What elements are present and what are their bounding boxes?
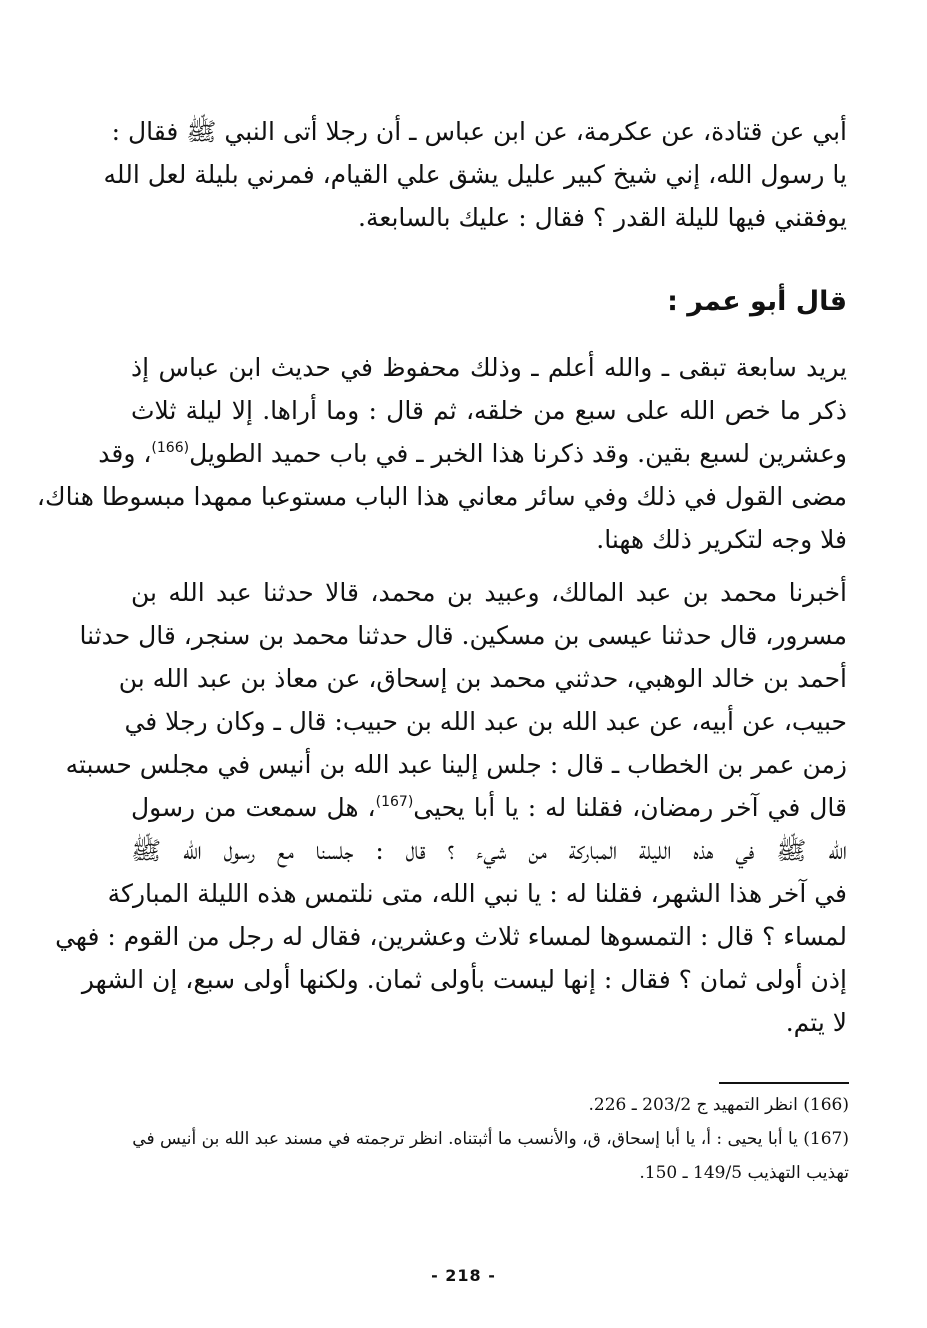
line-text: قال في آخر رمضان، فقلنا له : يا أبا يحيى	[413, 793, 847, 822]
paragraph-3	[55, 571, 847, 1044]
line-text: ، هل سمعت من رسول	[131, 793, 376, 822]
footnote-167-continuation: تهذيب التهذيب 149/5 ـ 150.	[639, 1163, 849, 1183]
paragraph-line: فلا وجه لتكرير ذلك ههنا.	[596, 525, 847, 554]
footnotes	[129, 1088, 849, 1190]
paragraph-2	[36, 346, 847, 561]
paragraph-line: مضى القول في ذلك وفي سائر معاني هذا الباب مستوعبا ممهدا مبسوطا هناك،	[36, 482, 847, 511]
paragraph-line: أخبرنا محمد بن عبد المالك، وعبيد بن محمد، قالا حدثنا عبد الله بن	[131, 578, 847, 607]
paragraph-line: حبيب، عن أبيه، عن عبد الله بن عبد الله بن حبيب: قال ـ وكان رجلا في	[124, 707, 847, 736]
line-text: ، وقد	[98, 439, 152, 468]
paragraph-line: لمساء ؟ قال : التمسوها لمساء ثلاث وعشرين، فقال له رجل من القوم : فهي	[55, 922, 847, 951]
paragraph-line: إذن أولى ثمان ؟ فقال : إنها ليست بأولى ثمان. ولكنها أولى سبع، إن الشهر	[81, 965, 847, 994]
section-heading: قال أبو عمر :	[667, 286, 847, 317]
paragraph-line: زمن عمر بن الخطاب ـ قال : جلس إلينا عبد الله بن أنيس في مجلس حسبته	[65, 750, 847, 779]
paragraph-line: يا رسول الله، إني شيخ كبير عليل يشق علي القيام، فمرني بليلة لعل الله	[103, 160, 847, 189]
footnote-divider	[719, 1082, 849, 1084]
paragraph-line: الله ﷺ في هذه الليلة المباركة من شيء ؟ قال : جلسنا مع رسول الله ﷺ	[131, 836, 847, 865]
paragraph-line: لا يتم.	[785, 1008, 847, 1037]
paragraph-line	[98, 432, 847, 475]
paragraph-line: أحمد بن خالد الوهبي، حدثني محمد بن إسحاق، عن معاذ بن عبد الله بن	[118, 664, 847, 693]
paragraph-line: أبي عن قتادة، عن عكرمة، عن ابن عباس ـ أن رجلا أتى النبي ﷺ فقال :	[111, 117, 847, 146]
paragraph-line: مسرور، قال حدثنا عيسى بن مسكين. قال حدثنا محمد بن سنجر، قال حدثنا	[79, 621, 847, 650]
footnote-167: (167) يا أبا يحيى : أ، يا أبا إسحاق، ق، والأنسب ما أثبتناه. انظر ترجمته في مسند عبد الله بن أنيس في	[132, 1129, 849, 1149]
paragraph-1	[103, 110, 847, 239]
footnote-reference-166[interactable]: (166)	[151, 440, 190, 456]
paragraph-line: ذكر ما خص الله على سبع من خلقه، ثم قال : وما أراها. إلا ليلة ثلاث	[131, 396, 847, 425]
paragraph-line	[131, 786, 847, 829]
paragraph-line: في آخر هذا الشهر، فقلنا له : يا نبي الله، متى نلتمس هذه الليلة المباركة	[107, 879, 847, 908]
page-number: - 218 -	[431, 1266, 496, 1285]
paragraph-line: يريد سابعة تبقى ـ والله أعلم ـ وذلك محفوظ في حديث ابن عباس إذ	[131, 353, 847, 382]
footnote-166: (166) انظر التمهيد ج 203/2 ـ 226.	[588, 1095, 849, 1115]
footnote-reference-167[interactable]: (167)	[375, 794, 414, 810]
paragraph-line: يوفقني فيها لليلة القدر ؟ فقال : عليك بالسابعة.	[358, 203, 847, 232]
line-text: وعشرين لسبع بقين. وقد ذكرنا هذا الخبر ـ في باب حميد الطويل	[189, 439, 847, 468]
